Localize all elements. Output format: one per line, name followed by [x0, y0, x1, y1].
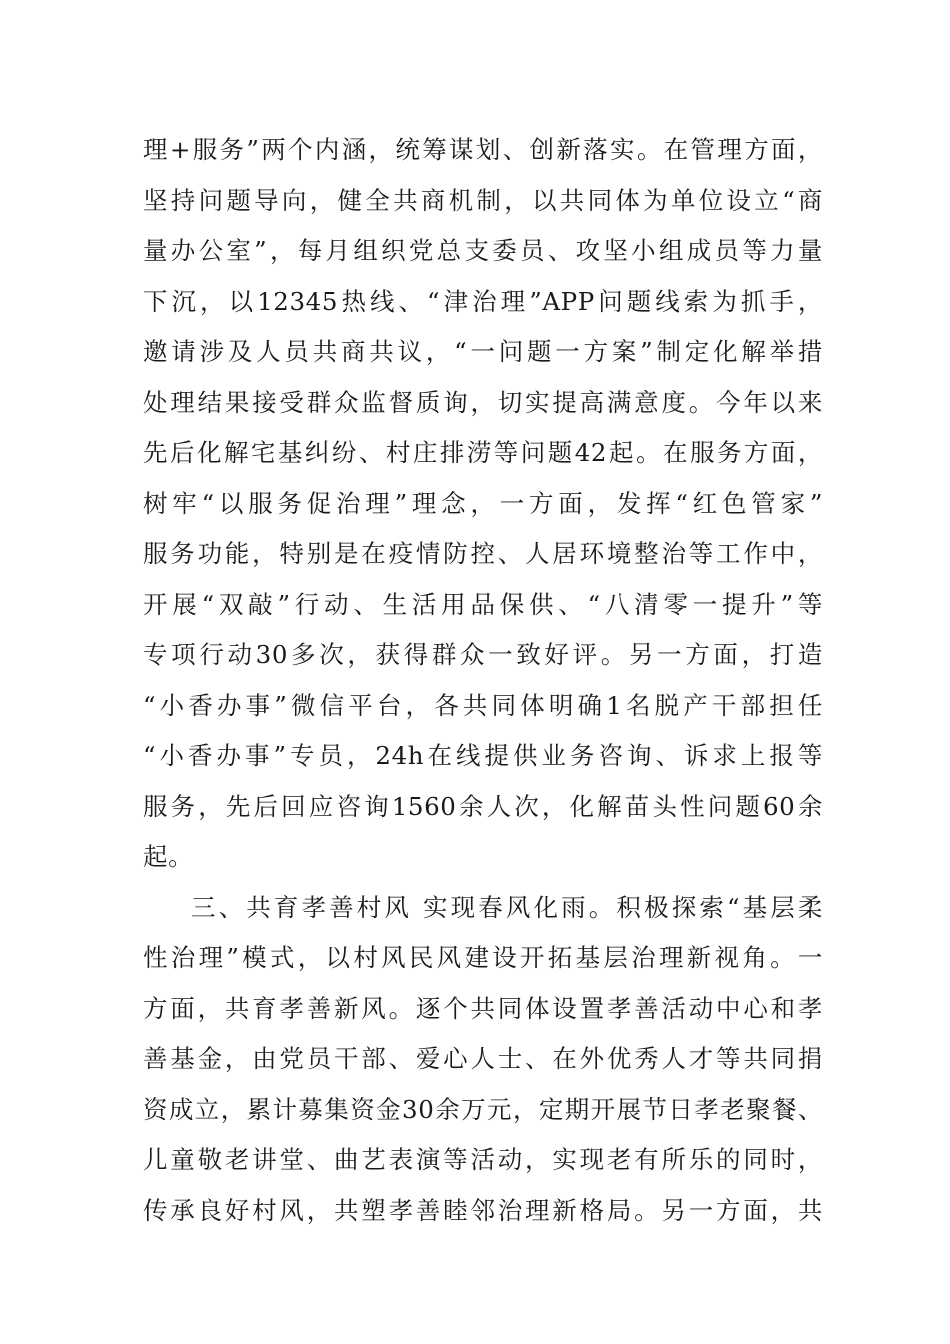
text-line: 起。 — [143, 842, 194, 871]
text-line: 儿童敬老讲堂、曲艺表演等活动，实现老有所乐的同时， — [143, 1145, 823, 1174]
text-line: 性治理”模式，以村风民风建设开拓基层治理新视角。一 — [143, 943, 823, 972]
body-text — [143, 125, 823, 1236]
text-line: 方面，共育孝善新风。逐个共同体设置孝善活动中心和孝 — [143, 993, 823, 1023]
text-line: “小香办事”微信平台，各共同体明确1名脱产干部担任 — [143, 690, 823, 720]
text-line: 专项行动30多次，获得群众一致好评。另一方面，打造 — [143, 640, 823, 669]
text-line: 善基金，由党员干部、爱心人士、在外优秀人才等共同捐 — [143, 1044, 823, 1073]
text-line: 坚持问题导向，健全共商机制，以共同体为单位设立“商 — [143, 185, 823, 215]
text-line: 树牢“以服务促治理”理念，一方面，发挥“红色管家” — [143, 488, 823, 518]
text-line: 服务，先后回应咨询1560余人次，化解苗头性问题60余 — [143, 791, 823, 821]
text-line: “小香办事”专员，24h在线提供业务咨询、诉求上报等 — [143, 741, 823, 770]
text-line: 先后化解宅基纠纷、村庄排涝等问题42起。在服务方面， — [143, 438, 823, 467]
text-line: 下沉，以12345热线、“津治理”APP问题线索为抓手， — [143, 286, 823, 316]
text-line: 开展“双敲”行动、生活用品保供、“八清零一提升”等 — [143, 589, 823, 619]
text-line: 量办公室”，每月组织党总支委员、攻坚小组成员等力量 — [143, 236, 823, 265]
section-heading-line: 三、共育孝善村风 实现春风化雨。积极探索“基层柔 — [191, 892, 823, 922]
text-line: 资成立，累计募集资金30余万元，定期开展节日孝老聚餐、 — [143, 1094, 823, 1124]
text-line: 传承良好村风，共塑孝善睦邻治理新格局。另一方面，共 — [143, 1195, 823, 1225]
text-line: 邀请涉及人员共商共议，“一问题一方案”制定化解举措 — [143, 337, 823, 366]
text-line: 服务功能，特别是在疫情防控、人居环境整治等工作中， — [143, 539, 823, 568]
text-line: 理+服务”两个内涵，统筹谋划、创新落实。在管理方面， — [143, 135, 823, 164]
text-line: 处理结果接受群众监督质询，切实提高满意度。今年以来 — [143, 387, 823, 417]
